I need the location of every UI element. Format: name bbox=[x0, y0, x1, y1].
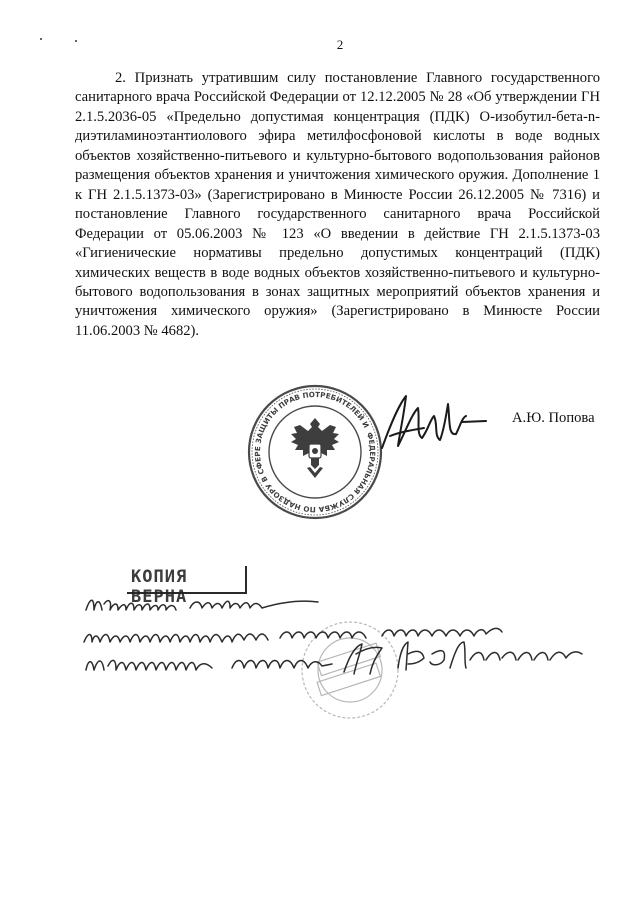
handwritten-name-icon bbox=[398, 642, 582, 670]
page-number: 2 bbox=[336, 37, 344, 52]
svg-text:ФЕДЕРАЛЬНАЯ СЛУЖБА ПО НАДЗОРУ: ФЕДЕРАЛЬНАЯ СЛУЖБА ПО НАДЗОРУ В СФЕРЕ ЗАЩИТЫ ПРАВ ПОТРЕБИТЕЛЕЙ И bbox=[252, 389, 378, 515]
stamp-copy-text: КОПИЯ ВЕРНА bbox=[131, 567, 188, 607]
signer-name: А.Ю. Попова bbox=[512, 410, 595, 426]
body-paragraph: 2. Признать утратившим силу постановление Главного государственного санитарного врача Российской Федерации от 12.12.2005 № 28 «Об утверждении ГН 2.1.5.2036-05 «Предельно допустимая концентрация (ПДК) О-изобутил-бета-n-диэтиламиноэтантиолового эфира метилфосфоновой кислоты в воде водных объектов хозяйственно-питьевого и культурно-бытового водопользования районов размещения объектов хранения и уничтожения химического оружия. Дополнение 1 к ГН 2.1.5.1373-03» (Зарегистрировано в Минюсте России 26.12.2005 № 7316) и постановление Главного государственного санитарного врача Российской Федерации от 05.06.2003 № 123 «О введении в действие ГН 2.1.5.1373-03 «Гигиенические нормативы предельно допустимых концентраций (ПДК) химических веществ в воде водных объектов хозяйственно-питьевого и культурно-бытового водопользования в зонах защитных мероприятий объектов хранения и уничтожения химического оружия» (Зарегистрировано в Минюсте России 11.06.2003 № 4682). bbox=[75, 70, 600, 339]
handwritten-signature-small-icon bbox=[344, 644, 382, 674]
handwritten-certification bbox=[82, 588, 592, 733]
official-seal bbox=[245, 382, 385, 522]
signature bbox=[376, 386, 488, 460]
handwritten-line-2-icon bbox=[84, 628, 502, 642]
handwritten-line-3-icon bbox=[86, 660, 332, 670]
handwritten-line-1-icon bbox=[86, 600, 318, 610]
eagle-emblem-icon bbox=[291, 418, 339, 478]
